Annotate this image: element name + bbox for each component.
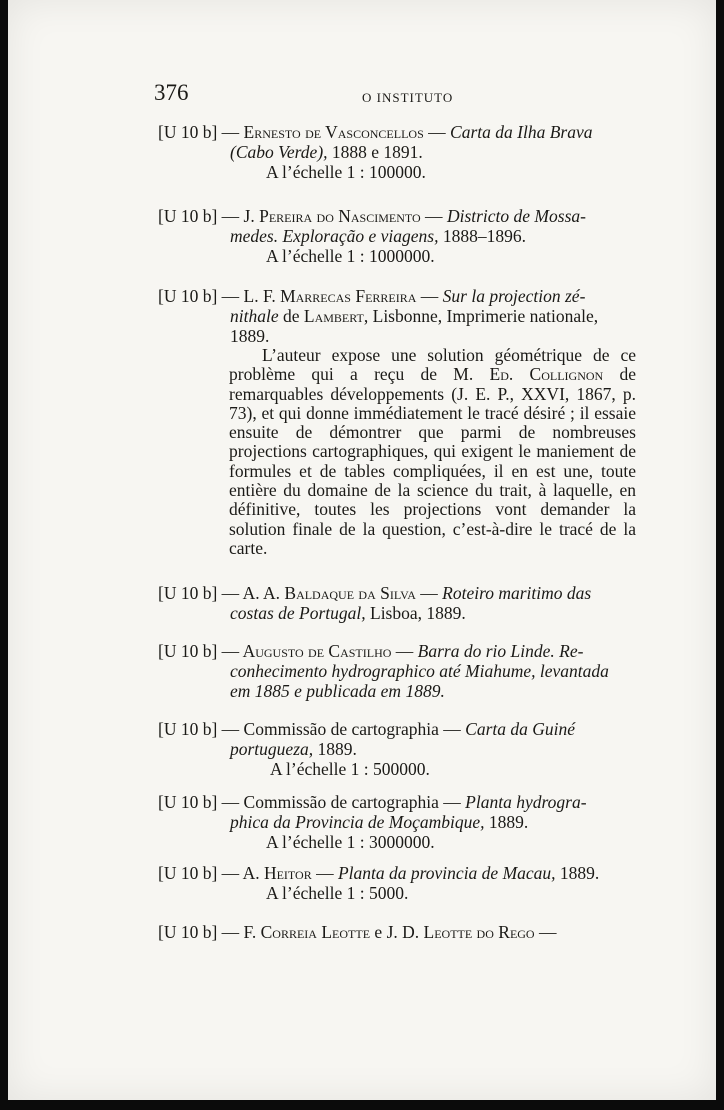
bibliography-entry xyxy=(158,286,636,558)
entry-title-continued: costas de Portugal, xyxy=(230,603,366,623)
entry-reference: [U 10 b] xyxy=(158,583,218,603)
description-text: L’auteur expose une solution géométrique de ce problème qui a reçu de M. xyxy=(229,345,636,385)
entry-line xyxy=(158,286,636,306)
entry-publisher: Lisbonne, Imprimerie nationale, xyxy=(372,306,599,326)
entry-reference: [U 10 b] xyxy=(158,206,218,226)
entry-line xyxy=(158,306,636,326)
entry-title: Roteiro maritimo das xyxy=(442,583,592,603)
entry-title-continued: conhecimento hydrographico até Miahume, levantada xyxy=(230,661,609,681)
bibliography-entry xyxy=(158,719,636,779)
entry-line xyxy=(158,206,636,226)
bibliography-entry xyxy=(158,206,636,266)
entry-title: Districto de Mossa- xyxy=(446,206,586,226)
entry-title-continued: (Cabo Verde), xyxy=(230,142,328,162)
entry-line xyxy=(158,792,636,812)
entry-person-name: Lambert, xyxy=(303,306,369,326)
entry-author: — Commissão de cartographia — xyxy=(221,719,461,739)
entry-reference: [U 10 b] xyxy=(158,922,218,942)
entry-reference: [U 10 b] xyxy=(158,719,218,739)
entry-author: — Augusto de Castilho — xyxy=(221,641,414,661)
entry-publisher: Lisboa, 1889. xyxy=(370,603,466,623)
entry-line xyxy=(158,583,636,603)
description-person-name: Ed. Collignon xyxy=(489,364,604,385)
entry-line xyxy=(158,641,636,661)
entry-line xyxy=(158,812,636,832)
entry-scale: A l’échelle 1 : 100000. xyxy=(266,162,426,182)
entry-scale: A l’échelle 1 : 500000. xyxy=(270,759,430,779)
entry-date: 1888 e 1891. xyxy=(331,142,423,162)
entry-reference: [U 10 b] xyxy=(158,863,218,883)
book-page xyxy=(8,0,716,1100)
entry-author: — A. A. Baldaque da Silva — xyxy=(221,583,438,603)
description-text: de remarquables développements (J. E. P., XXVI, 1867, p. 73), et qui donne immédiatement le tracé désiré ; il essaie ensuite de démontrer que parmi de nombreuses projections cartographiques, qui exigent le maniement de formules et de tables compliquées, il en est une, toute entière du domaine de la science du trait, à laquelle, en définitive, toutes les projections vont demander la solution finale de la question, c’est-à-dire le tracé de la carte. xyxy=(229,364,637,558)
entry-line xyxy=(158,142,636,162)
entry-title: Barra do rio Linde. Re- xyxy=(417,641,584,661)
entry-line xyxy=(158,739,636,759)
entry-date: 1889. xyxy=(488,812,529,832)
bibliography-entry xyxy=(158,122,636,182)
entry-author: — F. Correia Leotte xyxy=(221,922,371,942)
entry-title: Carta da Ilha Brava xyxy=(450,122,593,142)
entry-title: Sur la projection zé- xyxy=(442,286,586,306)
entry-text: de xyxy=(282,306,300,326)
entry-date: 1889. xyxy=(317,739,357,759)
entry-reference: [U 10 b] xyxy=(158,122,218,142)
entry-text: e xyxy=(374,922,383,942)
bibliography-entry xyxy=(158,863,636,903)
entry-line xyxy=(158,922,636,942)
entry-title-continued: phica da Provincia de Moçambique, xyxy=(230,812,485,832)
entry-date: 1888–1896. xyxy=(442,226,526,246)
entry-author: — L. F. Marrecas Ferreira — xyxy=(221,286,439,306)
entry-line xyxy=(158,863,636,883)
entry-line xyxy=(158,719,636,739)
entry-author: — A. Heitor — xyxy=(221,863,334,883)
entry-title-continued: portugueza, xyxy=(230,739,314,759)
entry-line xyxy=(158,122,636,142)
entry-scale: A l’échelle 1 : 1000000. xyxy=(266,246,435,266)
entry-scale: A l’échelle 1 : 3000000. xyxy=(266,832,435,852)
entry-reference: [U 10 b] xyxy=(158,792,218,812)
entry-author: — J. Pereira do Nascimento — xyxy=(221,206,443,226)
entry-author: — Commissão de cartographia — xyxy=(221,792,461,812)
page-number: 376 xyxy=(154,80,189,105)
entry-title: Carta da Guiné xyxy=(465,719,576,739)
entry-title-continued: nithale xyxy=(230,306,279,326)
entry-scale: A l’échelle 1 : 5000. xyxy=(266,883,409,903)
entry-description xyxy=(229,346,636,558)
bibliography-entry xyxy=(158,583,636,623)
entry-title-continued: medes. Exploração e viagens, xyxy=(230,226,439,246)
entry-title-continued: em 1885 e publicada em 1889. xyxy=(230,681,445,701)
page-header xyxy=(154,80,634,112)
bibliography-entry xyxy=(158,641,636,701)
entry-reference: [U 10 b] xyxy=(158,286,218,306)
bibliography-entry xyxy=(158,922,636,942)
entry-line xyxy=(158,226,636,246)
entry-date: 1889. xyxy=(230,326,270,346)
entry-title: Planta hydrogra- xyxy=(465,792,587,812)
bibliography-entry xyxy=(158,792,636,852)
entry-author: J. D. Leotte do Rego — xyxy=(386,922,557,942)
entry-date: 1889. xyxy=(559,863,600,883)
running-title: O INSTITUTO xyxy=(362,90,454,105)
entry-reference: [U 10 b] xyxy=(158,641,218,661)
entry-title: Planta da provincia de Macau, xyxy=(337,863,556,883)
entry-line xyxy=(158,603,636,623)
entry-author: — Ernesto de Vasconcellos — xyxy=(221,122,446,142)
